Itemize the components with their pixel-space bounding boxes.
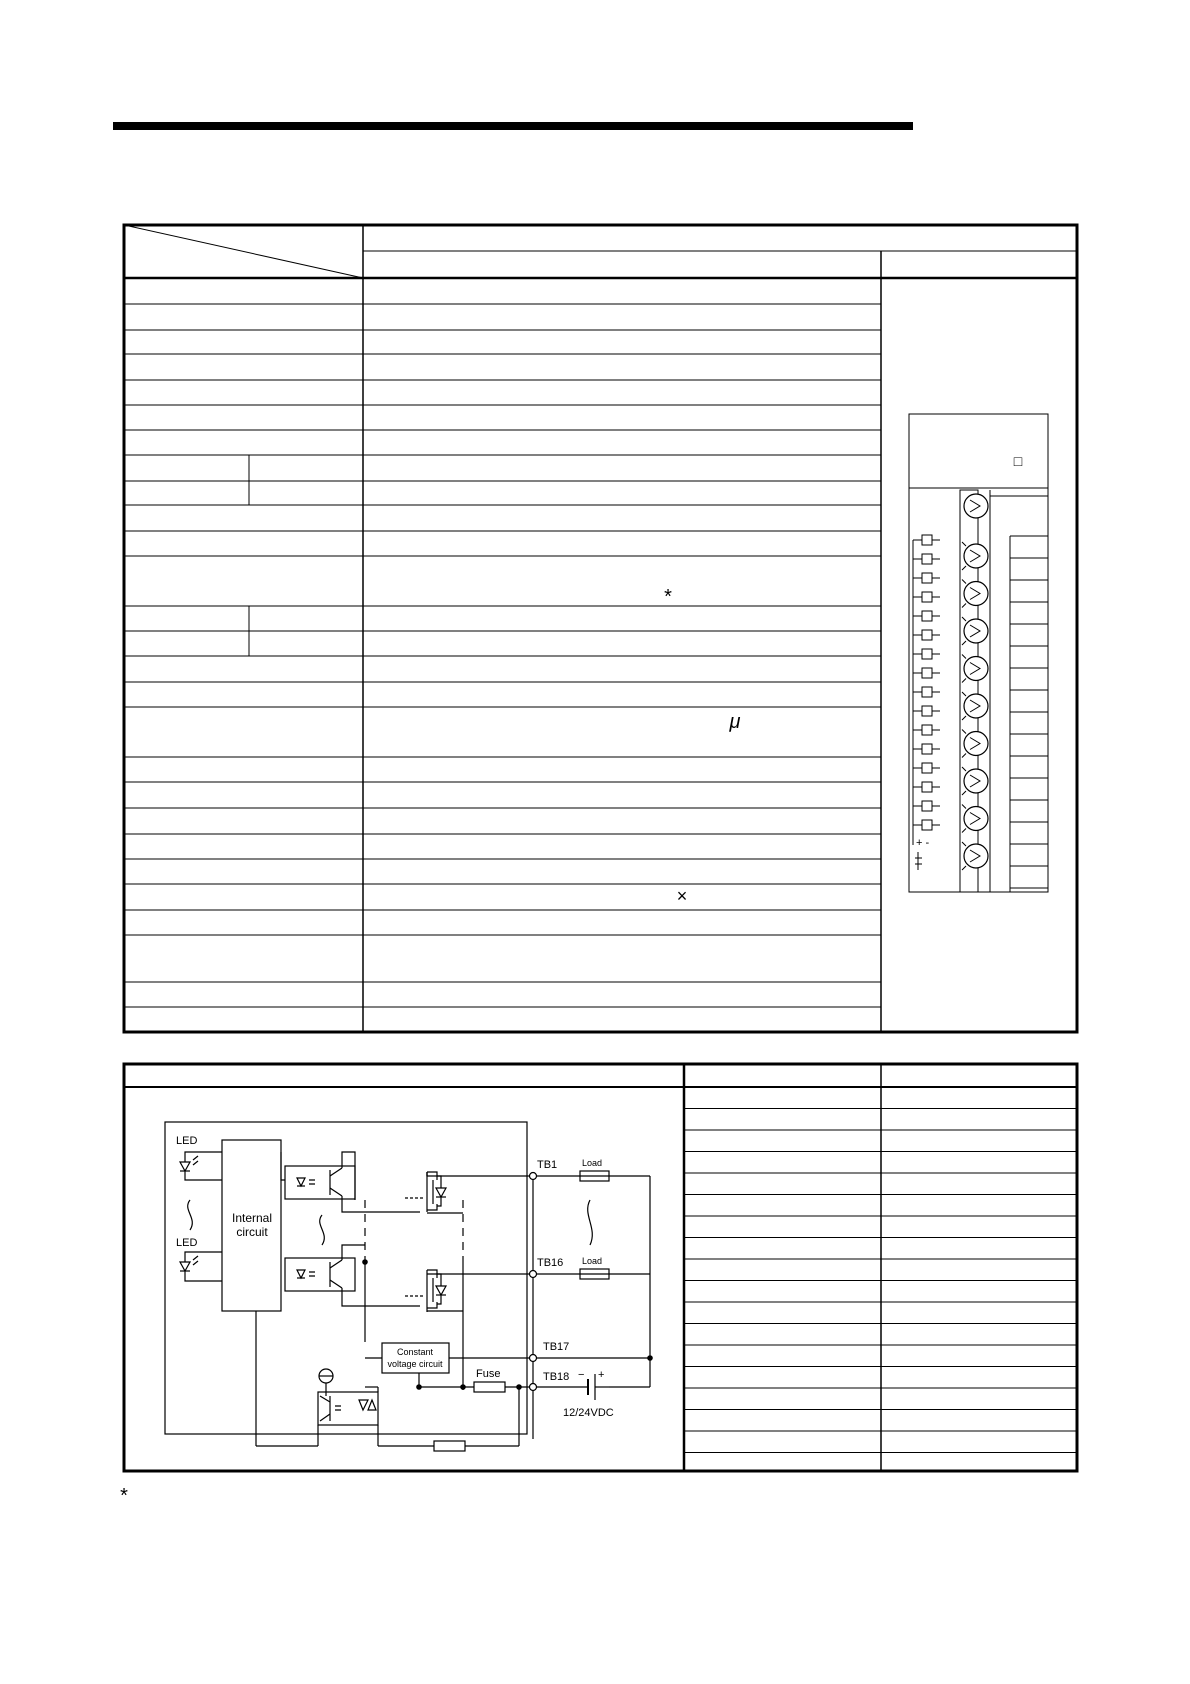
led-indicator (913, 744, 940, 754)
led-indicator (913, 649, 940, 659)
spec-table (124, 225, 1077, 1032)
polarity-marks: + - (916, 837, 930, 849)
constant-voltage-label-2: voltage circuit (387, 1359, 443, 1369)
led-indicator (913, 801, 940, 811)
led-indicator (913, 725, 940, 735)
circuit-diagram (165, 1122, 650, 1451)
led-label-top: LED (176, 1135, 198, 1147)
led-indicator (913, 611, 940, 621)
led-indicator (913, 573, 940, 583)
internal-circuit-label-1: Internal (231, 1211, 273, 1225)
tilde-right (588, 1200, 593, 1245)
led-indicator (913, 668, 940, 678)
terminal-screw (962, 655, 988, 683)
tb1-label: TB1 (537, 1159, 558, 1171)
header-rule (113, 122, 913, 130)
led-indicator (913, 687, 940, 697)
load-label-top: Load (582, 1158, 603, 1168)
footnote-mark: * (120, 1485, 128, 1507)
supply-label: 12/24VDC (563, 1407, 614, 1419)
terminal-screw (962, 692, 988, 720)
footnote-mark-in-table: * (664, 586, 672, 608)
internal-circuit-label-2: circuit (236, 1225, 268, 1239)
terminal-screw (962, 730, 988, 758)
terminal-screw (962, 805, 988, 833)
terminal-screw (962, 580, 988, 608)
led-label-bottom: LED (176, 1237, 198, 1249)
led-indicator (913, 592, 940, 602)
led-indicator (913, 706, 940, 716)
terminal-screw (962, 842, 988, 870)
constant-voltage-label-1: Constant (396, 1347, 434, 1357)
fuse-label: Fuse (476, 1368, 501, 1380)
header-diagonal (124, 225, 363, 278)
terminal-screw (962, 617, 988, 645)
led-indicator (913, 535, 940, 545)
times-symbol: × (676, 886, 688, 906)
led-indicator (913, 782, 940, 792)
slot-marker: □ (1013, 453, 1023, 469)
tilde-mid (320, 1215, 325, 1245)
led-indicator (913, 763, 940, 773)
load-label-bottom: Load (582, 1256, 603, 1266)
terminal-screw (962, 767, 988, 795)
tb18-label: TB18 (543, 1371, 570, 1383)
tb17-label: TB17 (543, 1341, 570, 1353)
led-indicator (913, 820, 940, 830)
terminal-screw (962, 542, 988, 570)
minus-label: − (578, 1369, 585, 1381)
plus-label: + (598, 1369, 605, 1381)
terminal-block (909, 414, 1048, 892)
tb16-label: TB16 (537, 1257, 564, 1269)
tilde-left (188, 1200, 193, 1230)
led-indicator (913, 554, 940, 564)
micro-symbol: μ (729, 711, 741, 733)
led-indicator (913, 630, 940, 640)
